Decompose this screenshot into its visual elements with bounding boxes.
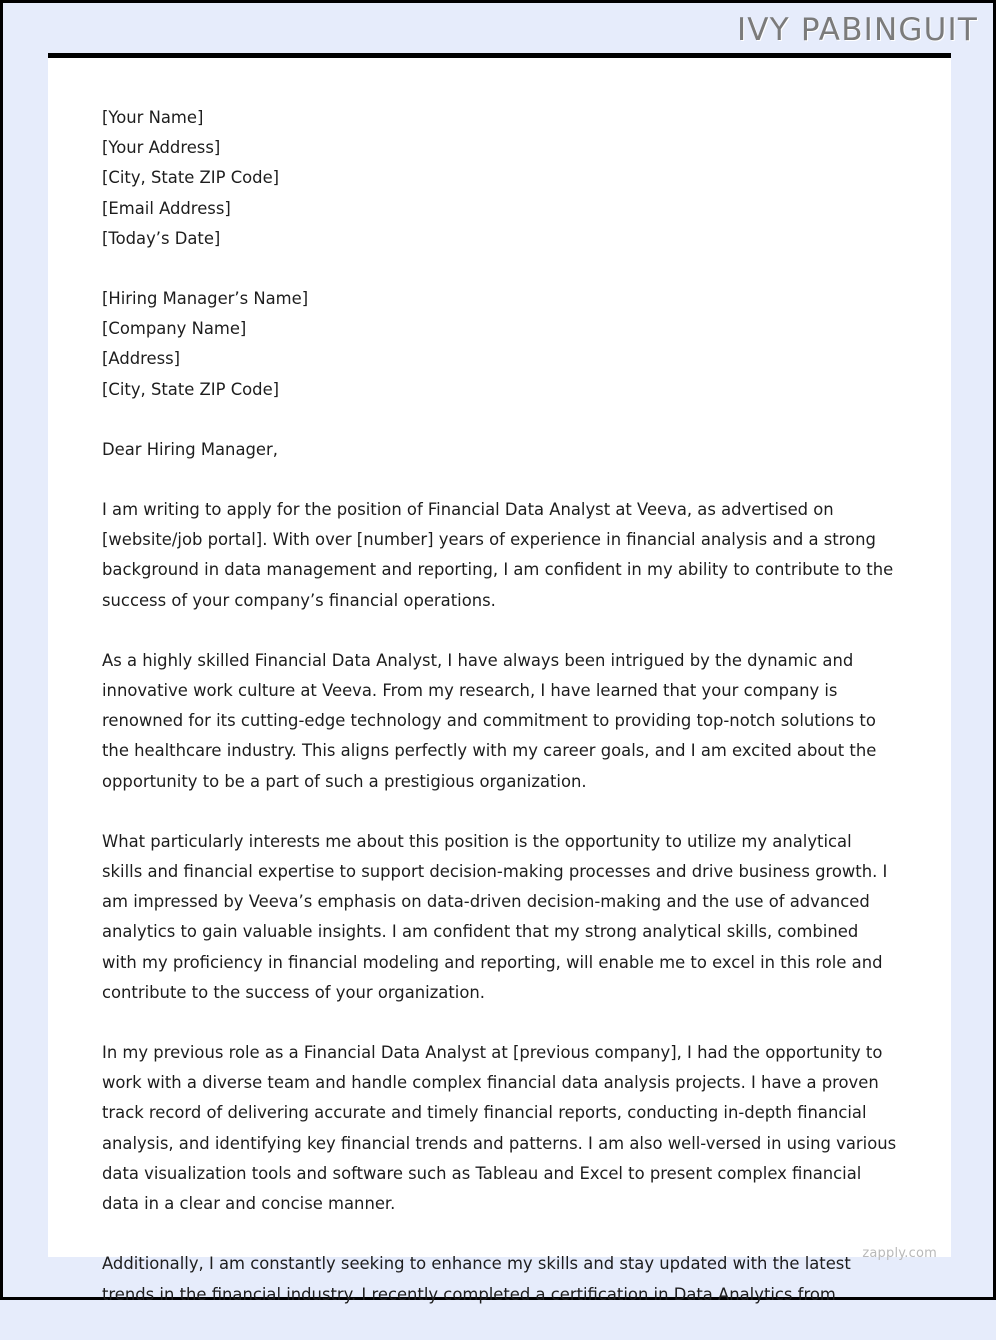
sender-line: [Your Name] bbox=[102, 108, 204, 127]
sender-line: [Today’s Date] bbox=[102, 228, 221, 248]
recipient-address-block bbox=[102, 284, 897, 405]
letter-paragraph: I am writing to apply for the position of Financial Data Analyst at Veeva, as advertised on [website/job portal]. With over [number] years of experience in financial analysis and a strong background in data management and reporting, I am confident in my ability to contribute to the success of your company’s financial operations. bbox=[102, 500, 894, 610]
sender-line: [Your Address] bbox=[102, 138, 221, 158]
letter-body bbox=[102, 103, 897, 1340]
sender-line: [City, State ZIP Code] bbox=[102, 168, 280, 188]
recipient-line: [Company Name] bbox=[102, 319, 247, 339]
recipient-line: [Address] bbox=[102, 349, 181, 369]
letter-paragraph: Additionally, I am constantly seeking to enhance my skills and stay updated with the latest trends in the financial industry. I recently completed a certification in Data Analytics from bbox=[102, 1254, 851, 1304]
salutation-line: Dear Hiring Manager, bbox=[102, 439, 278, 459]
letter-paragraph: As a highly skilled Financial Data Analyst, I have always been intrigued by the dynamic and innovative work culture at Veeva. From my research, I have learned that your company is renowned for its cutting-edge technology and commitment to providing top-notch solutions to the healthcare industry. This aligns perfectly with my career goals, and I am excited about the opportunity to be a part of such a prestigious organization. bbox=[102, 650, 877, 791]
watermark: zapply.com bbox=[862, 1246, 937, 1261]
letter-paragraph: In my previous role as a Financial Data Analyst at [previous company], I had the opportunity to work with a diverse team and handle complex financial data analysis projects. I have a proven track record of delivering accurate and timely financial reports, conducting in-depth financial analysis, and identifying key financial trends and patterns. I am also well-versed in using various data visualization tools and software such as Tableau and Excel to present complex financial data in a clear and concise manner. bbox=[102, 1043, 897, 1214]
salutation bbox=[102, 435, 897, 465]
sender-line: [Email Address] bbox=[102, 198, 231, 218]
sender-address-block bbox=[102, 103, 897, 254]
recipient-line: [City, State ZIP Code] bbox=[102, 379, 280, 399]
recipient-line: [Hiring Manager’s Name] bbox=[102, 289, 309, 309]
document-header bbox=[6, 6, 996, 53]
header-candidate-name: IVY PABINGUIT bbox=[736, 11, 978, 48]
letter-paragraph: What particularly interests me about this position is the opportunity to utilize my analytical skills and financial expertise to support decision-making processes and drive business growth. I am impressed by Veeva’s emphasis on data-driven decision-making and the use of advanced analytics to gain valuable insights. I am confident that my strong analytical skills, combined with my proficiency in financial modeling and reporting, will enable me to excel in this role and contribute to the success of your organization. bbox=[102, 831, 888, 1002]
letter-sheet bbox=[48, 58, 951, 1304]
